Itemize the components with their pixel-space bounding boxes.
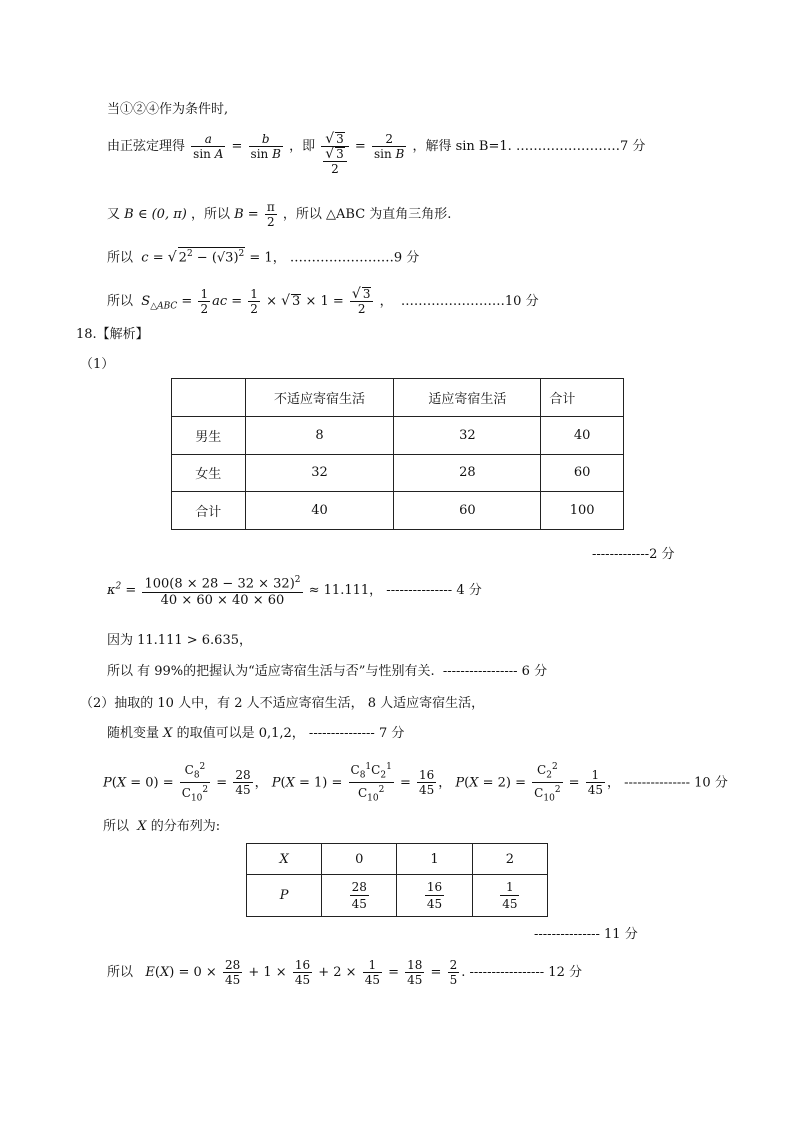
- fraction-b-over-sinB: $\frac{b}{\text{sin B}}$: [250, 132, 281, 161]
- score-9-dots: ……………………9 分: [289, 250, 420, 266]
- sine-law-prefix: 由正弦定理得: [107, 139, 186, 154]
- table-cell: 100: [541, 492, 624, 530]
- fraction-a-over-sinA: $\frac{a}{\text{sin A}}$: [193, 132, 224, 161]
- contingency-table: [171, 378, 624, 530]
- condition-line: 当①②④作为条件时,: [107, 102, 229, 117]
- fraction-18-45: $\frac{18}{45}$: [407, 958, 423, 987]
- table-cell: 28: [394, 454, 541, 492]
- c-line: [107, 247, 419, 264]
- table-cell: [397, 875, 472, 917]
- kappa-result: ≈ 11.111，: [308, 583, 383, 599]
- table-row: [172, 492, 624, 530]
- sine-law-line: 由正弦定理得 $\frac{a}{\text{sin A}}$ = $\frac{b}{\text{sin B}}$ ，即 $\frac{√ 3}{\frac{√ 3}{2}}$ = $\frac{2}{\text{sin B}}$ ，解得 sin B=1. ……………………7 分: [107, 131, 646, 176]
- table-header-cell: X: [247, 844, 322, 875]
- fraction-pi-over-2: $\frac{\pi}{2}$: [266, 200, 275, 229]
- combination-fraction-0: $\frac{C_8^2}{C_{10}^2}$: [181, 762, 209, 804]
- expectation-line: 所以 E(X) = 0 × $\frac{28}{45}$ + 1 × $\frac{16}{45}$ + 2 × $\frac{1}{45}$ = $\frac{18}{45}$ = $\frac{2}{5}$ . ----------------- 12 分: [107, 958, 582, 987]
- table-row: [172, 416, 624, 454]
- s-result: ，: [379, 294, 393, 309]
- section-18-heading: 18.【解析】: [76, 327, 149, 342]
- table-cell: 32: [394, 416, 541, 454]
- table-cell: [322, 875, 397, 917]
- table-row: [172, 454, 624, 492]
- score-7: --------------- 7 分: [308, 726, 405, 741]
- kappa-symbol: $\kappa^2$: [107, 581, 122, 599]
- chi-square-line: $\kappa^2$ = $\frac{100(8 \times 28 - 32 \times 32)^2}{40 \times 60 \times 40 \times 60}$ ≈ 11.111， --------------- 4 分: [107, 572, 482, 609]
- sqrt-icon: √: [167, 249, 177, 266]
- fraction-16-45: $\frac{16}{45}$: [418, 768, 435, 798]
- table-row: [247, 875, 548, 917]
- fraction-2-over-sinB: $\frac{2}{\text{sin B}}$: [373, 132, 405, 161]
- rv-prefix: 随机变量: [107, 726, 160, 741]
- table-header-cell: 适应寄宿生活: [394, 379, 541, 417]
- angle-prefix: 又: [107, 207, 121, 222]
- fraction-1-2-b: $\frac{1}{2}$: [250, 287, 258, 316]
- prob-numerator: 1: [500, 879, 519, 896]
- table-row: [172, 379, 624, 417]
- fraction-1-2-a: $\frac{1}{2}$: [200, 287, 209, 316]
- c-expr: c =: [141, 250, 164, 266]
- prob-denominator: 45: [351, 897, 367, 911]
- chi-square-fraction: $\frac{100(8 \times 28 - 32 \times 32)^2}{40 \times 60 \times 40 \times 60}$: [142, 572, 302, 609]
- fraction-16-45-e: $\frac{16}{45}$: [294, 958, 311, 987]
- part-2-line: （2）抽取的 10 人中，有 2 人不适应寄宿生活， 8 人适应寄宿生活，: [80, 696, 485, 711]
- c-result: = 1，: [249, 250, 286, 266]
- score-6: ----------------- 6 分: [442, 664, 548, 679]
- table-cell: 女生: [172, 454, 246, 492]
- rv-var: X: [163, 726, 173, 741]
- table-cell: 32: [245, 454, 394, 492]
- table-row: [247, 844, 548, 875]
- prob-denominator: 45: [426, 897, 443, 911]
- angle-mid: ，所以: [190, 207, 230, 222]
- part-1-label: （1）: [80, 357, 115, 372]
- score-4: --------------- 4 分: [386, 583, 482, 599]
- expect-prefix: 所以: [107, 965, 134, 980]
- score-11: --------------- 11 分: [534, 927, 638, 942]
- angle-line: [107, 200, 451, 229]
- table-header-cell: 0: [322, 844, 397, 875]
- combination-fraction-1: $\frac{C_8^1C_2^1}{C_{10}^2}$: [350, 762, 392, 804]
- table-cell: 60: [541, 454, 624, 492]
- fraction-2-5: $\frac{2}{5}$: [449, 958, 458, 987]
- table-header-cell: [172, 379, 246, 417]
- sine-law-mid: ，即: [289, 139, 316, 154]
- table-header-cell: 合计: [541, 379, 624, 417]
- dist-var: X: [137, 819, 147, 834]
- angle-range: B ∈ (0, π): [124, 207, 187, 222]
- combination-fraction-2: $\frac{C_2^2}{C_{10}^2}$: [534, 762, 561, 804]
- distribution-line: [103, 820, 220, 833]
- table-cell: 40: [245, 492, 394, 530]
- rv-tail: 的取值可以是 0,1,2，: [176, 726, 305, 741]
- dist-prefix: 所以: [103, 819, 130, 834]
- table-header-cell: 1: [397, 844, 472, 875]
- c-prefix: 所以: [107, 250, 134, 266]
- dist-tail: 的分布列为:: [150, 819, 221, 834]
- fraction-sqrt3-over-2: $\frac{√ 3}{2}$: [350, 287, 374, 316]
- table-cell: 40: [541, 416, 624, 454]
- table-cell: 合计: [172, 492, 246, 530]
- conclusion-text: 所以 有 99%的把握认为“适应寄宿生活与否”与性别有关.: [107, 664, 435, 679]
- table-header-cell: 不适应寄宿生活: [245, 379, 394, 417]
- score-10: --------------- 10 分: [624, 775, 728, 791]
- angle-tail: ，所以 △ABC 为直角三角形.: [282, 207, 452, 222]
- area-line: 所以 $S_{\triangle ABC}$ = $\frac{1}{2}$ ac = $\frac{1}{2}$ × √ 3 × 1 = $\frac{√ 3}{2}$ ， ……………………10 分: [107, 286, 539, 316]
- fraction-28-45-e: $\frac{28}{45}$: [224, 958, 241, 987]
- angle-b: B =: [234, 207, 259, 222]
- prob-numerator: 28: [351, 880, 367, 894]
- because-line: 因为 11.111 > 6.635，: [107, 633, 252, 648]
- score-10-dots: ……………………10 分: [400, 294, 539, 309]
- prob-numerator: 16: [426, 880, 443, 894]
- score-12: ----------------- 12 分: [469, 965, 582, 980]
- fraction-28-45: $\frac{28}{45}$: [235, 768, 251, 798]
- table-cell: [472, 875, 547, 917]
- random-variable-line: [107, 727, 404, 740]
- prob-denominator: 45: [502, 897, 518, 911]
- table-cell: 8: [245, 416, 394, 454]
- score-2: -------------2 分: [592, 547, 675, 562]
- table-header-cell: 2: [472, 844, 547, 875]
- c-radicand: $2^2 - (√3)^2$: [178, 249, 245, 266]
- probability-line: P(X = 0) = $\frac{C_8^2}{C_{10}^2}$ = $\frac{28}{45}$ ， P(X = 1) = $\frac{C_8^1C_2^1}{C_{10}^2}$ = $\frac{16}{45}$ ， P(X = 2) = $\frac{C_2^2}{C_{10}^2}$ = $\frac{1}{45}$ ， --------------- 10 分: [103, 762, 728, 804]
- fraction-1-45: $\frac{1}{45}$: [587, 768, 603, 798]
- fraction-sqrt3-over-sqrt3-half: $\frac{√ 3}{\frac{√ 3}{2}}$: [321, 132, 349, 176]
- table-cell: P: [247, 875, 322, 917]
- conclusion-line: [107, 665, 547, 678]
- sine-law-result: ，解得 sin B=1.: [412, 139, 512, 154]
- table-cell: 男生: [172, 416, 246, 454]
- fraction-1-45-e: $\frac{1}{45}$: [364, 958, 380, 987]
- table-cell: 60: [394, 492, 541, 530]
- s-prefix: 所以: [107, 294, 134, 309]
- s-symbol: $S_{\triangle ABC}$: [141, 294, 178, 312]
- distribution-table: [246, 843, 548, 917]
- score-7-dots: ……………………7 分: [515, 139, 646, 154]
